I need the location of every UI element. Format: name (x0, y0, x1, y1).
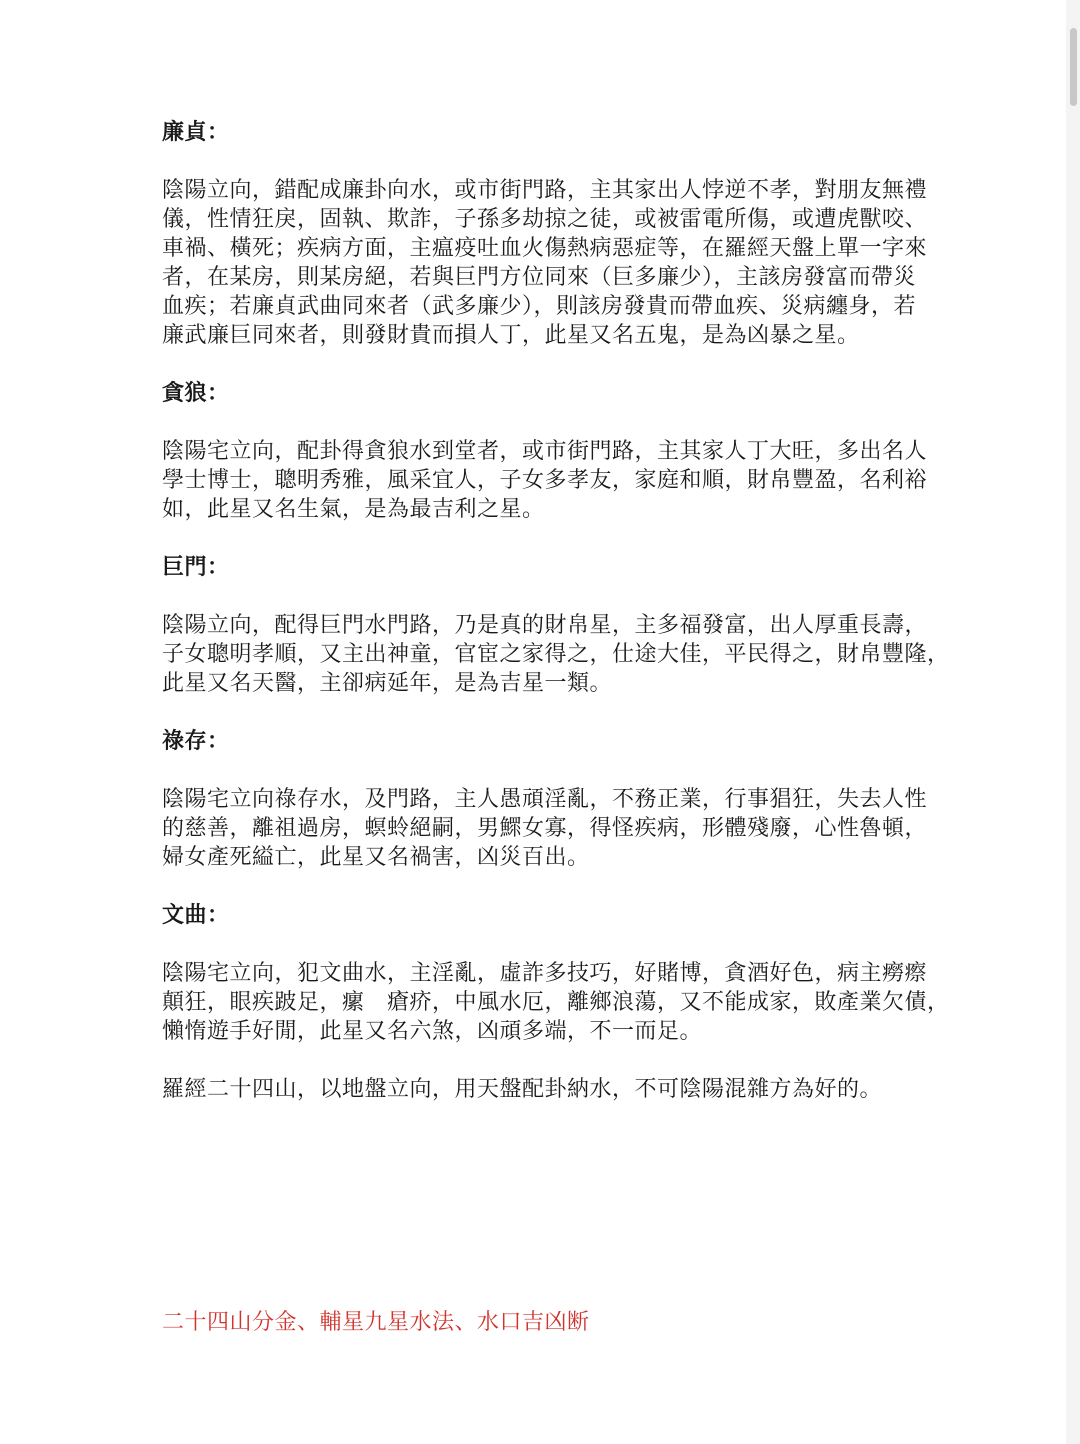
paragraph-line: 陰陽宅立向，犯文曲水，主淫亂，虛詐多技巧，好賭博，貪酒好色，病主癆瘵 (162, 961, 928, 986)
scrollbar-thumb[interactable] (1070, 28, 1077, 106)
paragraph-line: 婦女產死縊亡，此星又名禍害，凶災百出。 (162, 845, 590, 870)
paragraph-line: 此星又名天醫，主卻病延年，是為吉星一類。 (162, 671, 613, 696)
closing-line: 羅經二十四山，以地盤立向，用天盤配卦納水，不可陰陽混雜方為好的。 (162, 1077, 883, 1102)
paragraph-line: 者，在某房，則某房絕，若與巨門方位同來（巨多廉少），主該房發富而帶災 (162, 265, 917, 290)
section-paragraph-tanlang (162, 437, 942, 524)
section-heading-wenqu: 文曲： (162, 902, 230, 928)
paragraph-line: 子女聰明孝順，又主出神童，官宦之家得之，仕途大佳，平民得之，財帛豐隆， (162, 642, 950, 667)
section-heading-jumen: 巨門： (162, 554, 230, 580)
document-body (162, 118, 950, 1104)
paragraph-line: 廉武廉巨同來者，則發財貴而損人丁，此星又名五鬼，是為凶暴之星。 (162, 323, 860, 348)
paragraph-line: 血疾；若廉貞武曲同來者（武多廉少），則該房發貴而帶血疾、災病纏身，若 (162, 294, 917, 319)
paragraph-line: 學士博士，聰明秀雅，風采宜人，子女多孝友，家庭和順，財帛豐盈，名利裕 (162, 468, 928, 493)
paragraph-line: 儀，性情狂戾，固執、欺詐，子孫多劫掠之徒，或被雷電所傷，或遭虎獸咬、 (162, 207, 928, 232)
section-heading-tanlang: 貪狼： (162, 380, 230, 406)
paragraph-line: 懶惰遊手好閒，此星又名六煞，凶頑多端，不一而足。 (162, 1019, 703, 1044)
paragraph-line: 顛狂，眼疾跛足，瘰 瘡疥，中風水厄，離鄉浪蕩，又不能成家，敗產業欠債， (162, 990, 950, 1015)
paragraph-line: 的慈善，離祖過房，螟蛉絕嗣，男鰥女寡，得怪疾病，形體殘廢，心性魯頓， (162, 816, 928, 841)
section-paragraph-lucun (162, 785, 942, 872)
red-section-title: 二十四山分金、輔星九星水法、水口吉凶断 (162, 1310, 590, 1335)
vertical-scrollbar[interactable] (1066, 0, 1080, 1444)
paragraph-line: 如，此星又名生氣，是為最吉利之星。 (162, 497, 545, 522)
section-paragraph-lianzhen (162, 176, 942, 350)
paragraph-line: 陰陽立向，錯配成廉卦向水，或市街門路，主其家出人悖逆不孝，對朋友無禮 (162, 178, 928, 203)
section-heading-lianzhen: 廉貞： (162, 119, 230, 145)
section-paragraph-wenqu (162, 959, 950, 1046)
section-heading-lucun: 祿存： (162, 728, 230, 754)
paragraph-line: 車禍、橫死；疾病方面，主瘟疫吐血火傷熱病惡症等，在羅經天盤上單一字來 (162, 236, 928, 261)
paragraph-line: 陰陽立向，配得巨門水門路，乃是真的財帛星，主多福發富，出人厚重長壽， (162, 613, 928, 638)
paragraph-line: 陰陽宅立向，配卦得貪狼水到堂者，或市街門路，主其家人丁大旺，多出名人 (162, 439, 928, 464)
paragraph-line: 陰陽宅立向祿存水，及門路，主人愚頑淫亂，不務正業，行事猖狂，失去人性 (162, 787, 928, 812)
section-paragraph-jumen (162, 611, 950, 698)
